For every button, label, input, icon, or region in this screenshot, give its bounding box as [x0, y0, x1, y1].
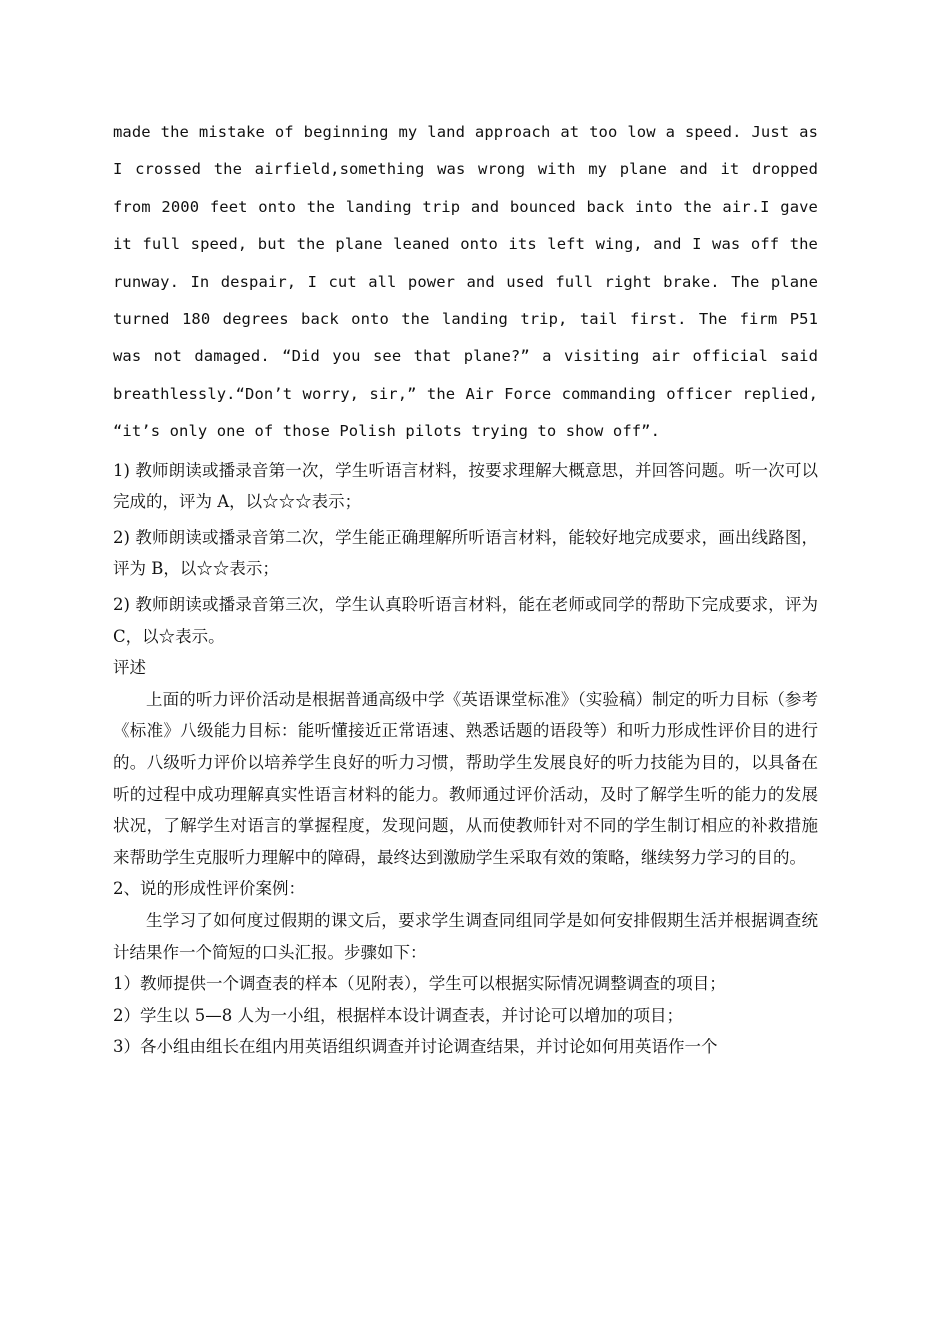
speaking-step-3: 3）各小组由组长在组内用英语组织调查并讨论调查结果，并讨论如何用英语作一个	[113, 1037, 718, 1057]
listening-step-2: 2) 教师朗读或播录音第二次，学生能正确理解所听语言材料，能较好地完成要求，画出线路图，评为 B，以☆☆表示；	[113, 527, 818, 579]
listening-step-3: 2) 教师朗读或播录音第三次，学生认真聆听语言材料，能在老师或同学的帮助下完成要求，评为 C，以☆表示。	[113, 595, 818, 646]
listening-step-1: 1) 教师朗读或播录音第一次，学生听语言材料，按要求理解大概意思，并回答问题。听一次可以完成的，评为 A，以☆☆☆表示；	[113, 460, 818, 512]
story-paragraph: made the mistake of beginning my land approach at too low a speed. Just as I crossed the airfield,something was wrong with my plane and it dropped from 2000 feet onto the landing trip and bounced back into the air.I gave it full speed, but the plane leaned onto its left wing, and I was off the runway. In despair, I cut all power and used full right brake. The plane turned 180 degrees back onto the landing trip, tail first. The firm P51 was not damaged. “Did you see that plane?” a visiting air official said breathlessly.“Don’t worry, sir,” the Air Force commanding officer replied, “it’s only one of those Polish pilots trying to show off”.	[113, 123, 818, 441]
speaking-intro: 生学习了如何度过假期的课文后，要求学生调查同组同学是如何安排假期生活并根据调查统计结果作一个简短的口头汇报。步骤如下：	[113, 910, 818, 962]
review-paragraph: 上面的听力评价活动是根据普通高级中学《英语课堂标准》（实验稿）制定的听力目标（参考《标准》八级能力目标：能听懂接近正常语速、熟悉话题的语段等）和听力形成性评价目的进行的。八级听力评价以培养学生良好的听力习惯，帮助学生发展良好的听力技能为目的，以具备在听的过程中成功理解真实性语言材料的能力。教师通过评价活动，及时了解学生听的能力的发展状况，了解学生对语言的掌握程度，发现问题，从而使教师针对不同的学生制订相应的补救措施来帮助学生克服听力理解中的障碍，最终达到激励学生采取有效的策略，继续努力学习的目的。	[113, 689, 818, 867]
speaking-heading: 2、说的形成性评价案例：	[113, 879, 305, 899]
speaking-step-2: 2）学生以 5—8 人为一小组，根据样本设计调查表，并讨论可以增加的项目；	[113, 1005, 683, 1025]
speaking-step-1: 1）教师提供一个调查表的样本（见附表），学生可以根据实际情况调整调查的项目；	[113, 974, 726, 994]
document-page	[113, 114, 818, 1063]
review-heading: 评述	[113, 658, 146, 678]
